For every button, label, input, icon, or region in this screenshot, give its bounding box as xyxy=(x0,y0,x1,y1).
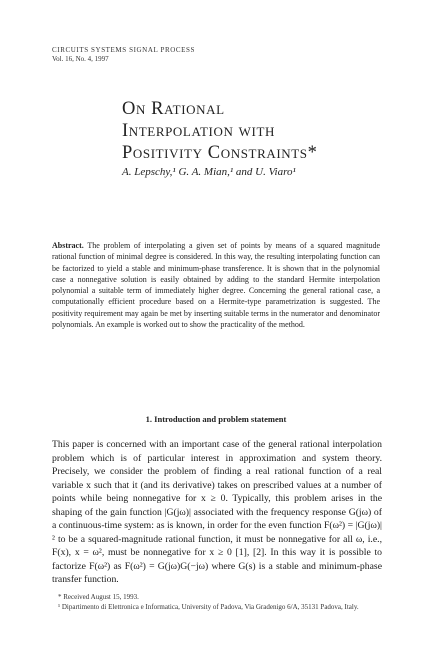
running-header xyxy=(52,46,195,64)
footnote-received: * Received August 15, 1993. xyxy=(58,593,139,601)
footnote-affiliation: ¹ Dipartimento di Elettronica e Informatica, University of Padova, Via Gradenigo 6/A, 35131 Padova, Italy. xyxy=(58,602,359,611)
journal-name: CIRCUITS SYSTEMS SIGNAL PROCESS xyxy=(52,46,196,54)
paper-title xyxy=(122,98,412,164)
journal-volume: Vol. 16, No. 4, 1997 xyxy=(52,55,109,63)
author-list: A. Lepschy,¹ G. A. Mian,¹ and U. Viaro¹ xyxy=(122,166,296,178)
abstract xyxy=(52,240,380,330)
title-line: Positivity Constraints* xyxy=(122,143,318,163)
footnotes xyxy=(58,593,378,612)
title-line: Interpolation with xyxy=(122,121,276,141)
section-heading: 1. Introduction and problem statement xyxy=(145,414,287,424)
abstract-label: Abstract. xyxy=(52,241,84,250)
body-paragraph: This paper is concerned with an important case of the general rational interpolation problem which is of particular interest in approximation and system theory. Precisely, we consider the problem of finding a real rational function of a real variable x such that it (and its derivative) takes on prescribed values at a number of points while being nonnegative for x ≥ 0. Typically, this problem arises in the shaping of the gain function |G(jω)| associated with the frequency response G(jω) of a continuous-time system: as is known, in order for the even function F(ω²) = |G(jω)|² to be a squared-magnitude rational function, it must be nonnegative for all ω, i.e., F(x), x = ω², must be nonnegative for x ≥ 0 [1], [2]. In this way it is possible to factorize F(ω²) as F(ω²) = G(jω)G(−jω) where G(s) is a stable and minimum-phase transfer function. xyxy=(52,439,382,585)
abstract-text: The problem of interpolating a given set of points by means of a squared magnitude rational function of minimal degree is considered. In this way, the resulting interpolating function can be factorized to yield a stable and minimum-phase transference. It is shown that in the polynomial case a nonnegative solution is easily obtained by adding to the standard Hermite interpolation polynomial a suitable term of immediately higher degree. Concerning the general rational case, a computationally efficient procedure based on a Hermite-type parametrization is suggested. The positivity requirement may again be met by inserting suitable terms in the numerator and denominator polynomials. An example is worked out to show the practicality of the method. xyxy=(52,241,381,330)
title-line: On Rational xyxy=(122,99,225,119)
